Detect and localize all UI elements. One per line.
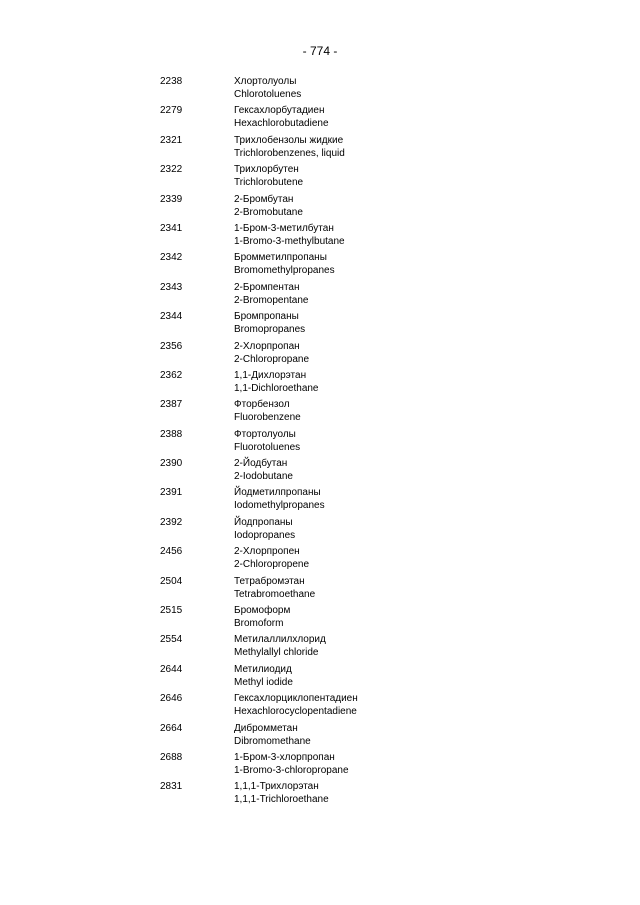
substance-name-russian: 1,1-Дихлорэтан xyxy=(234,369,307,381)
substance-name-russian: Фторбензол xyxy=(234,399,290,411)
substance-name-english: Bromopropanes xyxy=(234,324,306,336)
un-number: 2322 xyxy=(160,164,183,176)
substance-names xyxy=(234,575,315,601)
list-item xyxy=(0,222,640,251)
substance-name-russian: Бромпропаны xyxy=(234,311,299,323)
substance-name-english: Trichlorobenzenes, liquid xyxy=(234,147,345,159)
substance-names xyxy=(234,134,345,160)
un-number: 2644 xyxy=(160,663,183,675)
un-number: 2342 xyxy=(160,252,183,264)
substance-names xyxy=(234,633,326,659)
list-item xyxy=(0,369,640,398)
list-item xyxy=(0,193,640,222)
substance-names xyxy=(234,281,309,307)
substance-names xyxy=(234,545,309,571)
substance-name-russian: 2-Хлорпропен xyxy=(234,546,300,558)
substance-names xyxy=(234,722,311,748)
substance-name-russian: 2-Хлорпропан xyxy=(234,340,300,352)
substance-name-russian: 1,1,1-Трихлорэтан xyxy=(234,781,319,793)
un-number: 2391 xyxy=(160,487,183,499)
list-item xyxy=(0,486,640,515)
list-item xyxy=(0,575,640,604)
list-item xyxy=(0,516,640,545)
un-number: 2392 xyxy=(160,516,183,528)
list-item xyxy=(0,722,640,751)
substance-list xyxy=(0,75,640,810)
substance-name-english: 2-Bromopentane xyxy=(234,294,309,306)
list-item xyxy=(0,281,640,310)
un-number: 2339 xyxy=(160,193,183,205)
substance-name-english: Tetrabromoethane xyxy=(234,588,316,600)
un-number: 2321 xyxy=(160,134,183,146)
substance-name-english: Bromoform xyxy=(234,618,284,630)
substance-name-russian: 2-Йодбутан xyxy=(234,458,288,470)
un-number: 2387 xyxy=(160,399,183,411)
substance-names xyxy=(234,75,301,101)
substance-name-english: 1-Bromo-3-methylbutane xyxy=(234,235,345,247)
un-number: 2646 xyxy=(160,693,183,705)
un-number: 2390 xyxy=(160,458,183,470)
substance-names xyxy=(234,340,309,366)
substance-name-english: Hexachlorocyclopentadiene xyxy=(234,706,357,718)
list-item xyxy=(0,457,640,486)
substance-name-russian: Гексахлорциклопентадиен xyxy=(234,693,358,705)
list-item xyxy=(0,751,640,780)
un-number: 2388 xyxy=(160,428,183,440)
list-item xyxy=(0,163,640,192)
substance-names xyxy=(234,692,358,718)
substance-names xyxy=(234,486,325,512)
substance-name-english: Iodopropanes xyxy=(234,529,296,541)
substance-name-russian: Гексахлорбутадиен xyxy=(234,105,325,117)
list-item xyxy=(0,134,640,163)
substance-names xyxy=(234,193,303,219)
list-item xyxy=(0,75,640,104)
substance-name-english: Iodomethylpropanes xyxy=(234,500,325,512)
un-number: 2341 xyxy=(160,222,183,234)
substance-name-english: Fluorotoluenes xyxy=(234,441,301,453)
substance-name-russian: Дибромметан xyxy=(234,722,298,734)
substance-names xyxy=(234,604,290,630)
un-number: 2279 xyxy=(160,105,183,117)
list-item xyxy=(0,633,640,662)
substance-name-russian: 1-Бром-3-хлорпропан xyxy=(234,751,335,763)
substance-name-english: Bromomethylpropanes xyxy=(234,265,335,277)
un-number: 2515 xyxy=(160,605,183,617)
substance-name-english: 1-Bromo-3-chloropropane xyxy=(234,764,349,776)
substance-name-russian: Фтортолуолы xyxy=(234,428,296,440)
un-number: 2688 xyxy=(160,751,183,763)
substance-names xyxy=(234,310,305,336)
list-item xyxy=(0,310,640,339)
un-number: 2356 xyxy=(160,340,183,352)
substance-names xyxy=(234,663,293,689)
un-number: 2554 xyxy=(160,634,183,646)
substance-name-english: Chlorotoluenes xyxy=(234,89,302,100)
substance-name-russian: Трихлобензолы жидкие xyxy=(234,134,344,146)
list-item xyxy=(0,251,640,280)
substance-name-russian: Бромоформ xyxy=(234,605,291,617)
substance-names xyxy=(234,104,329,130)
un-number: 2456 xyxy=(160,546,183,558)
substance-name-english: 2-Chloropropane xyxy=(234,353,310,365)
un-number: 2238 xyxy=(160,76,183,87)
substance-name-russian: Метилаллилхлорид xyxy=(234,634,326,646)
substance-name-russian: Бромметилпропаны xyxy=(234,252,327,264)
substance-name-english: 2-Iodobutane xyxy=(234,471,293,483)
substance-name-russian: Йодметилпропаны xyxy=(234,487,321,499)
list-item xyxy=(0,428,640,457)
substance-names xyxy=(234,457,293,483)
substance-name-english: Hexachlorobutadiene xyxy=(234,118,329,130)
substance-name-english: Fluorobenzene xyxy=(234,412,301,424)
list-item xyxy=(0,780,640,809)
substance-names xyxy=(234,516,295,542)
substance-names xyxy=(234,251,335,277)
un-number: 2362 xyxy=(160,369,183,381)
substance-name-english: Dibromomethane xyxy=(234,735,311,747)
un-number: 2664 xyxy=(160,722,183,734)
substance-name-russian: Метилиодид xyxy=(234,663,292,675)
substance-names xyxy=(234,780,329,806)
page-number: - 774 - xyxy=(302,44,338,58)
un-number: 2831 xyxy=(160,781,183,793)
un-number: 2504 xyxy=(160,575,183,587)
substance-name-english: Trichlorobutene xyxy=(234,177,304,189)
un-number: 2343 xyxy=(160,281,183,293)
substance-name-russian: 1-Бром-3-метилбутан xyxy=(234,222,334,234)
substance-name-russian: Тетрабромэтан xyxy=(234,575,305,587)
substance-name-english: Methylallyl chloride xyxy=(234,647,319,659)
substance-name-russian: Хлортолуолы xyxy=(234,76,297,87)
list-item xyxy=(0,663,640,692)
list-item xyxy=(0,545,640,574)
substance-name-russian: Йодпропаны xyxy=(234,516,293,528)
list-item xyxy=(0,604,640,633)
substance-name-russian: 2-Бромпентан xyxy=(234,281,300,293)
substance-name-english: 2-Chloropropene xyxy=(234,559,310,571)
substance-name-english: Methyl iodide xyxy=(234,676,293,688)
substance-names xyxy=(234,163,303,189)
substance-names xyxy=(234,222,345,248)
substance-name-russian: Трихлорбутен xyxy=(234,164,299,176)
substance-name-english: 1,1-Dichloroethane xyxy=(234,382,319,394)
un-number: 2344 xyxy=(160,311,183,323)
substance-names xyxy=(234,398,301,424)
substance-name-english: 2-Bromobutane xyxy=(234,206,303,218)
list-item xyxy=(0,340,640,369)
substance-names xyxy=(234,369,319,395)
substance-name-russian: 2-Бромбутан xyxy=(234,193,294,205)
list-item xyxy=(0,692,640,721)
list-item xyxy=(0,398,640,427)
substance-names xyxy=(234,751,349,777)
substance-names xyxy=(234,428,300,454)
substance-name-english: 1,1,1-Trichloroethane xyxy=(234,794,329,806)
list-item xyxy=(0,104,640,133)
